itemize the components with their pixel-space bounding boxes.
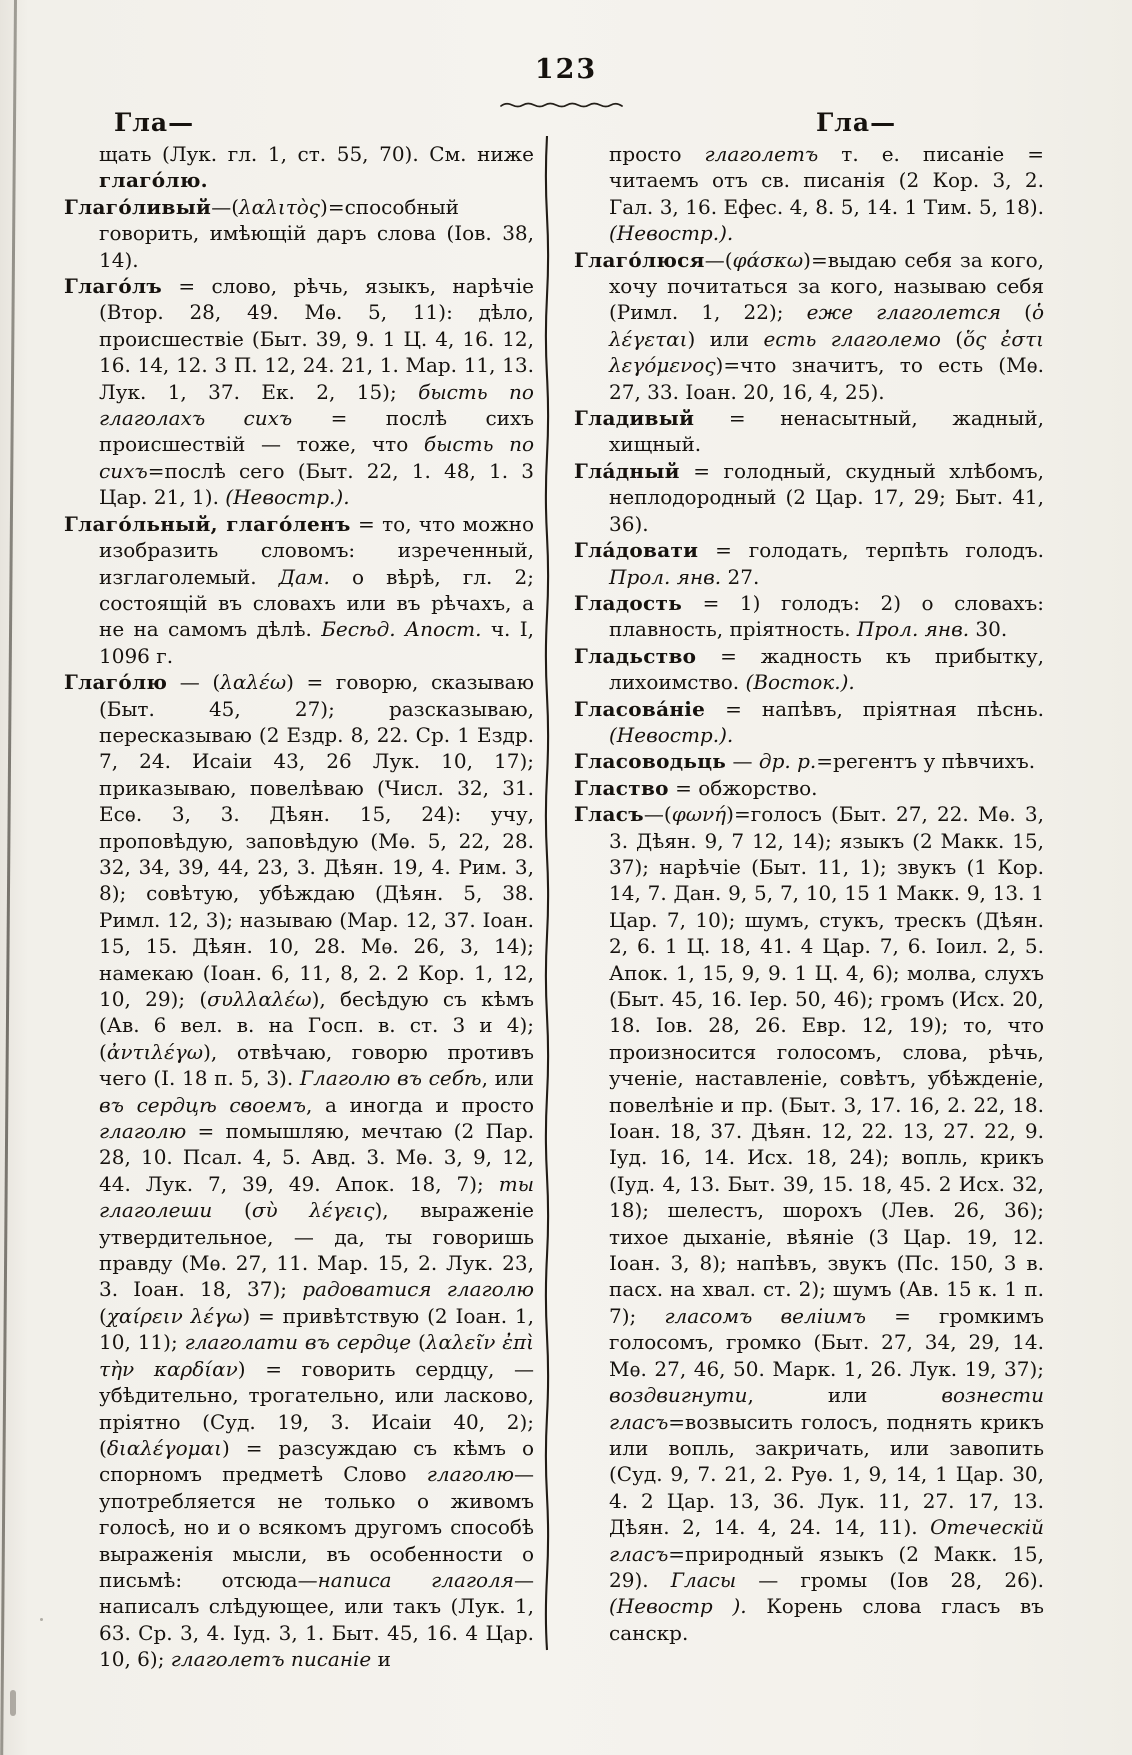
greek-text: ὁ λέγεται [609, 300, 1045, 351]
running-head-left: Гла— [114, 108, 195, 137]
text-run: )=выдаю себя за кого, хочу почитаться за кого, называю себя (Римл. 1, 22); [609, 247, 1044, 325]
italic-text: (Восток.). [745, 670, 855, 695]
dictionary-entry [574, 537, 1044, 590]
entry-headword: Глаго́льный, глаго́ленъ [64, 511, 351, 536]
greek-text: φάσκω [732, 247, 804, 272]
entry-headword: глаго́лю. [99, 168, 208, 193]
text-run: ), бесѣдую съ кѣмъ (Ав. 6 вел. в. на Госп. в. ст. 3 и 4); ( [99, 987, 534, 1064]
dictionary-entry [574, 801, 1044, 1646]
entry-headword: Гласъ [574, 802, 644, 827]
dictionary-entry [574, 405, 1044, 458]
right-column [574, 141, 1044, 1646]
text-run: )=голосъ (Быт. 27, 22. Мѳ. 3, 3. Дѣян. 9, 7 12, 14); языкъ (2 Макк. 15, 37); нарѣчіе (Быт. 11, 1); звукъ (1 Кор. 14, 7. Дан. 9, 5, 7, 10, 15 1 Макк. 9, 13. 1 Цар. 7, 10); шумъ, стукъ, трескъ (Дѣян. 2, 6. 1 Ц. 18, 41. 4 Цар. 7, 6. Іоил. 2, 5. Апок. 1, 15, 9, 9. 1 Ц. 4, 6); молва, слухъ (Быт. 45, 16. Іер. 50, 46); громъ (Исх. 20, 18. Іов. 28, 26. Евр. 12, 19); то, что произносится голосомъ, слова, рѣчь, ученіе, наставленіе, совѣтъ, убѣжденіе, повелѣніе и пр. (Быт. 3, 17. 16, 2. 22, 18. Іоан. 18, 37. Дѣян. 12, 22. 13, 27. 22, 9. Іуд. 16, 14. Исх. 18, 24); вопль, крикъ (Іуд. 4, 13. Быт. 39, 15. 18, 45. 2 Исх. 32, 18); шелестъ, шорохъ (Лев. 26, 36); тихое дыханіе, вѣяніе (3 Цар. 19, 12. Іоан. 3, 8); напѣвъ, звукъ (Пс. 150, 3 в. пасх. на хвал. ст. 2); шумъ (Ав. 15 к. 1 п. 7); [609, 802, 1044, 1328]
text-run: ), отвѣчаю, говорю противъ чего (І. 18 п. 5, 3). [99, 1039, 534, 1091]
italic-text: радоватися глаголю [302, 1277, 534, 1302]
text-run: = громкимъ голосомъ, громко (Быт. 27, 34, 29, 14. Мѳ. 27, 46, 50. Марк. 1, 26. Лук. 19, 37); [609, 1303, 1044, 1381]
text-run: = то, что можно изобразить словомъ: изреченный, изглаголемый. [99, 511, 534, 589]
text-run: )=что значитъ, то есть (Мѳ. 27, 33. Іоан. 20, 16, 4, 25). [609, 353, 1044, 404]
text-run: = помышляю, мечтаю (2 Пар. 28, 10. Псал. 4, 5. Авд. 3. Мѳ. 3, 9, 12, 44. Лук. 7, 39, 49. Апок. 18, 7); [99, 1119, 534, 1196]
greek-text: φωνή [671, 802, 727, 827]
running-head-right: Гла— [816, 108, 897, 137]
text-run: —написалъ слѣдующее, или такъ (Лук. 1, 63. Ср. 3, 4. Іуд. 3, 1. Быт. 45, 16. 4 Цар. 10, 6); [99, 1567, 534, 1672]
text-run: =послѣ сего (Быт. 22, 1. 48, 1. 3 Цар. 21, 1). [99, 458, 534, 510]
dictionary-entry [574, 696, 1044, 749]
continuation-paragraph [574, 141, 1044, 247]
text-run: и [371, 1647, 391, 1672]
italic-text: (Невостр ). [609, 1594, 747, 1619]
text-run: ) = говорю, сказываю (Быт. 45, 27); разсказываю, пересказываю (2 Ездр. 8, 22. Ср. 1 Ездр. 7, 24. Исаіи 43, 26 Лук. 10, 17); приказываю, повелѣваю (Числ. 32, 31. Есѳ. 3, 3. Дѣян. 15, 24): учу, проповѣдую, заповѣдую (Мѳ. 5, 22, 28. 32, 34, 39, 44, 23, 3. Дѣян. 19, 4. Рим. 3, 8); совѣтую, убѣждаю (Дѣян. 5, 38. Римл. 12, 3); называю (Мар. 12, 37. Іоан. 15, 15. Дѣян. 10, 28. Мѳ. 26, 3, 14); намекаю (Іоан. 6, 11, 8, 2. 2 Кор. 1, 12, 10, 29); ( [99, 670, 534, 1011]
italic-text: въ сердцѣ своемъ [99, 1092, 306, 1117]
text-run: ( [99, 1303, 107, 1328]
text-run: ), выраженіе утвердительное, — да, ты говоришь правду (Мѳ. 27, 11. Мар. 15, 2. Лук. 23, 3. Іоан. 18, 37); [99, 1198, 534, 1302]
italic-text: гласомъ веліимъ [664, 1303, 866, 1328]
column-divider-rule [543, 136, 551, 1696]
text-run: = ненасытный, жадный, хищный. [609, 406, 1044, 457]
text-run: ч. I, 1096 г. [99, 617, 534, 668]
italic-text: вознести гласъ [609, 1383, 1044, 1434]
greek-text: λαλέω [220, 670, 287, 695]
italic-text: глаголю [99, 1119, 187, 1144]
dictionary-entry [64, 273, 534, 511]
text-run: = голодный, скудный хлѣбомъ, неплодородный (2 Цар. 17, 29; Быт. 41, 36). [609, 458, 1044, 536]
entry-headword: Гладивый [574, 406, 695, 431]
italic-text: бысть по сихъ [99, 432, 534, 483]
text-run: —( [643, 802, 672, 827]
italic-text: глаголетъ [704, 142, 819, 166]
text-run: ) = разсуждаю съ кѣмъ о спорномъ предметѣ Слово [99, 1435, 534, 1487]
dictionary-entry [64, 669, 534, 1672]
text-run: = 1) голодъ: 2) о словахъ: плавность, пріятность. [609, 590, 1044, 642]
italic-text: Прол. янв. [856, 617, 970, 642]
italic-text: глаголю [426, 1462, 514, 1487]
entry-headword: Глаго́люся [574, 247, 705, 272]
text-run: о вѣрѣ, гл. 2; состоящій въ словахъ или въ рѣчахъ, а не на самомъ дѣлѣ. [99, 564, 534, 642]
greek-text: λαλιτὸς [239, 194, 321, 219]
italic-text: написа глаголя [317, 1567, 514, 1592]
text-run: щать (Лук. гл. 1, ст. 55, 70). См. ниже [99, 142, 534, 166]
italic-text: др. р. [758, 749, 817, 774]
greek-text: λαλεῖν ἐπὶ τὴν καρδίαν [99, 1330, 534, 1381]
text-run: — употребляется не только о живомъ голосѣ, но и о всякомъ другомъ способѣ выраженія мысли, въ особенности о письмѣ: отсюда— [99, 1462, 534, 1592]
text-run: =природный языкъ (2 Макк. 15, 29). [609, 1541, 1044, 1592]
text-run: — [726, 749, 759, 774]
italic-text: (Невостр.). [225, 485, 350, 510]
dictionary-entry [574, 458, 1044, 537]
entry-headword: Гладость [574, 590, 683, 615]
text-run: = напѣвъ, пріятная пѣснь. [705, 696, 1044, 721]
text-run: = послѣ сихъ происшествій — тоже, что [99, 406, 534, 457]
left-column [64, 141, 534, 1673]
italic-text: глаголати въ сердце [184, 1330, 412, 1355]
text-run: , или [481, 1066, 534, 1091]
italic-text: Бесѣд. Апост. [321, 617, 482, 642]
text-run: = жадность къ прибытку, лихоимство. [609, 643, 1044, 695]
italic-text: (Невостр.). [609, 221, 734, 246]
text-run: = обжорство. [668, 775, 818, 800]
italic-text: Дам. [278, 564, 330, 589]
text-run: —( [704, 247, 733, 272]
italic-text: Прол. янв. [609, 564, 722, 589]
text-run: )=способный говорить, имѣющій даръ слова (Іов. 38, 14). [99, 194, 534, 272]
text-run: , или [747, 1383, 942, 1408]
italic-text: (Невостр.). [609, 722, 734, 747]
text-run: т. е. писаніе = читаемъ отъ св. писанія (2 Кор. 3, 2. Гал. 3, 16. Ефес. 4, 8. 5, 14. 1 Тим. 5, 18). [609, 142, 1044, 219]
scan-speck [40, 1618, 43, 1621]
text-run: , а иногда и просто [305, 1092, 534, 1117]
text-run: = голодать, терпѣть голодъ. [698, 538, 1044, 563]
text-run: — ( [167, 670, 221, 695]
dictionary-entry [574, 775, 1044, 801]
entry-headword: Глаго́ливый [64, 194, 212, 219]
entry-headword: Гла́дный [574, 458, 680, 483]
greek-text: χαίρειν λέγω [106, 1303, 243, 1328]
greek-text: ἀντιλέγω [106, 1039, 204, 1064]
text-run: =регентъ у пѣвчихъ. [816, 749, 1036, 774]
greek-text: συλλαλέω [207, 987, 312, 1011]
text-run: ( [1001, 300, 1032, 325]
dictionary-entry [574, 643, 1044, 696]
italic-text: Глаголю въ себѣ [299, 1066, 482, 1091]
greek-text: ὅς ἐστι λεγόμενος [609, 326, 1044, 378]
scan-gutter-edge [0, 0, 17, 1755]
dictionary-entry [574, 748, 1044, 774]
text-run: просто [609, 142, 705, 166]
text-run: ( [212, 1198, 252, 1223]
italic-text: воздвигнути [609, 1383, 748, 1408]
entry-headword: Гласоводьць [574, 749, 727, 774]
wavy-rule-icon [498, 99, 634, 111]
dictionary-entry [64, 511, 534, 669]
text-run: —( [211, 194, 239, 219]
italic-text: Отеческій гласъ [609, 1515, 1044, 1566]
italic-text: глаголетъ писаніе [170, 1647, 372, 1672]
entry-headword: Гла́довати [574, 538, 699, 563]
text-run: ) = привѣтствую (2 Іоан. 1, 10, 11); [99, 1303, 535, 1355]
continuation-paragraph [64, 141, 534, 194]
entry-headword: Глаго́лю [64, 670, 168, 695]
italic-text: есть глаголемо [763, 326, 941, 351]
text-run: — громы (Іов 28, 26). [736, 1567, 1044, 1592]
dictionary-entry [574, 590, 1044, 643]
text-run: =возвысить голосъ, поднять крикъ или вопль, закричать, или завопить (Суд. 9, 7. 21, 2. Руѳ. 1, 9, 14, 1 Цар. 30, 4. 2 Цар. 13, 36. Лук. 11, 27. 17, 13. Дѣян. 2, 14. 4, 24. 14, 11). [609, 1409, 1044, 1540]
text-run: ) = говорить сердцу, — убѣдительно, трогательно, или ласково, пріятно (Суд. 19, 3. Исаіи 40, 2); ( [99, 1356, 534, 1460]
italic-text: еже глаголется [806, 300, 1002, 325]
entry-headword: Глаго́лъ [64, 274, 163, 299]
text-run: 27. [721, 564, 760, 589]
greek-text: σὺ λέγεις [251, 1198, 375, 1223]
text-run: = слово, рѣчь, языкъ, нарѣчіе (Втор. 28, 49. Мѳ. 5, 11): дѣло, происшествіе (Быт. 39, 9. 1 Ц. 4, 16. 12, 16. 14, 12. 3 П. 12, 24. 21, 1. Мар. 11, 13. Лук. 1, 37. Ек. 2, 15); [99, 274, 534, 404]
entry-headword: Гласова́ніе [574, 696, 706, 721]
italic-text: Гласы [670, 1567, 737, 1592]
entry-headword: Гладьство [574, 643, 697, 668]
text-run: 30. [969, 617, 1008, 642]
italic-text: бысть по глаголахъ сихъ [99, 379, 534, 431]
text-run: ( [411, 1330, 426, 1355]
text-run: ) или [687, 326, 764, 351]
greek-text: διαλέγομαι [106, 1435, 222, 1460]
entry-headword: Гластво [574, 775, 669, 800]
scan-speck [10, 1690, 16, 1716]
text-run: ( [940, 326, 964, 351]
italic-text: ты глаголеши [99, 1171, 534, 1223]
dictionary-entry [64, 194, 534, 273]
text-run: Корень слова гласъ въ санскр. [609, 1594, 1044, 1645]
dictionary-entry [574, 247, 1044, 405]
page-number: 123 [534, 54, 598, 85]
